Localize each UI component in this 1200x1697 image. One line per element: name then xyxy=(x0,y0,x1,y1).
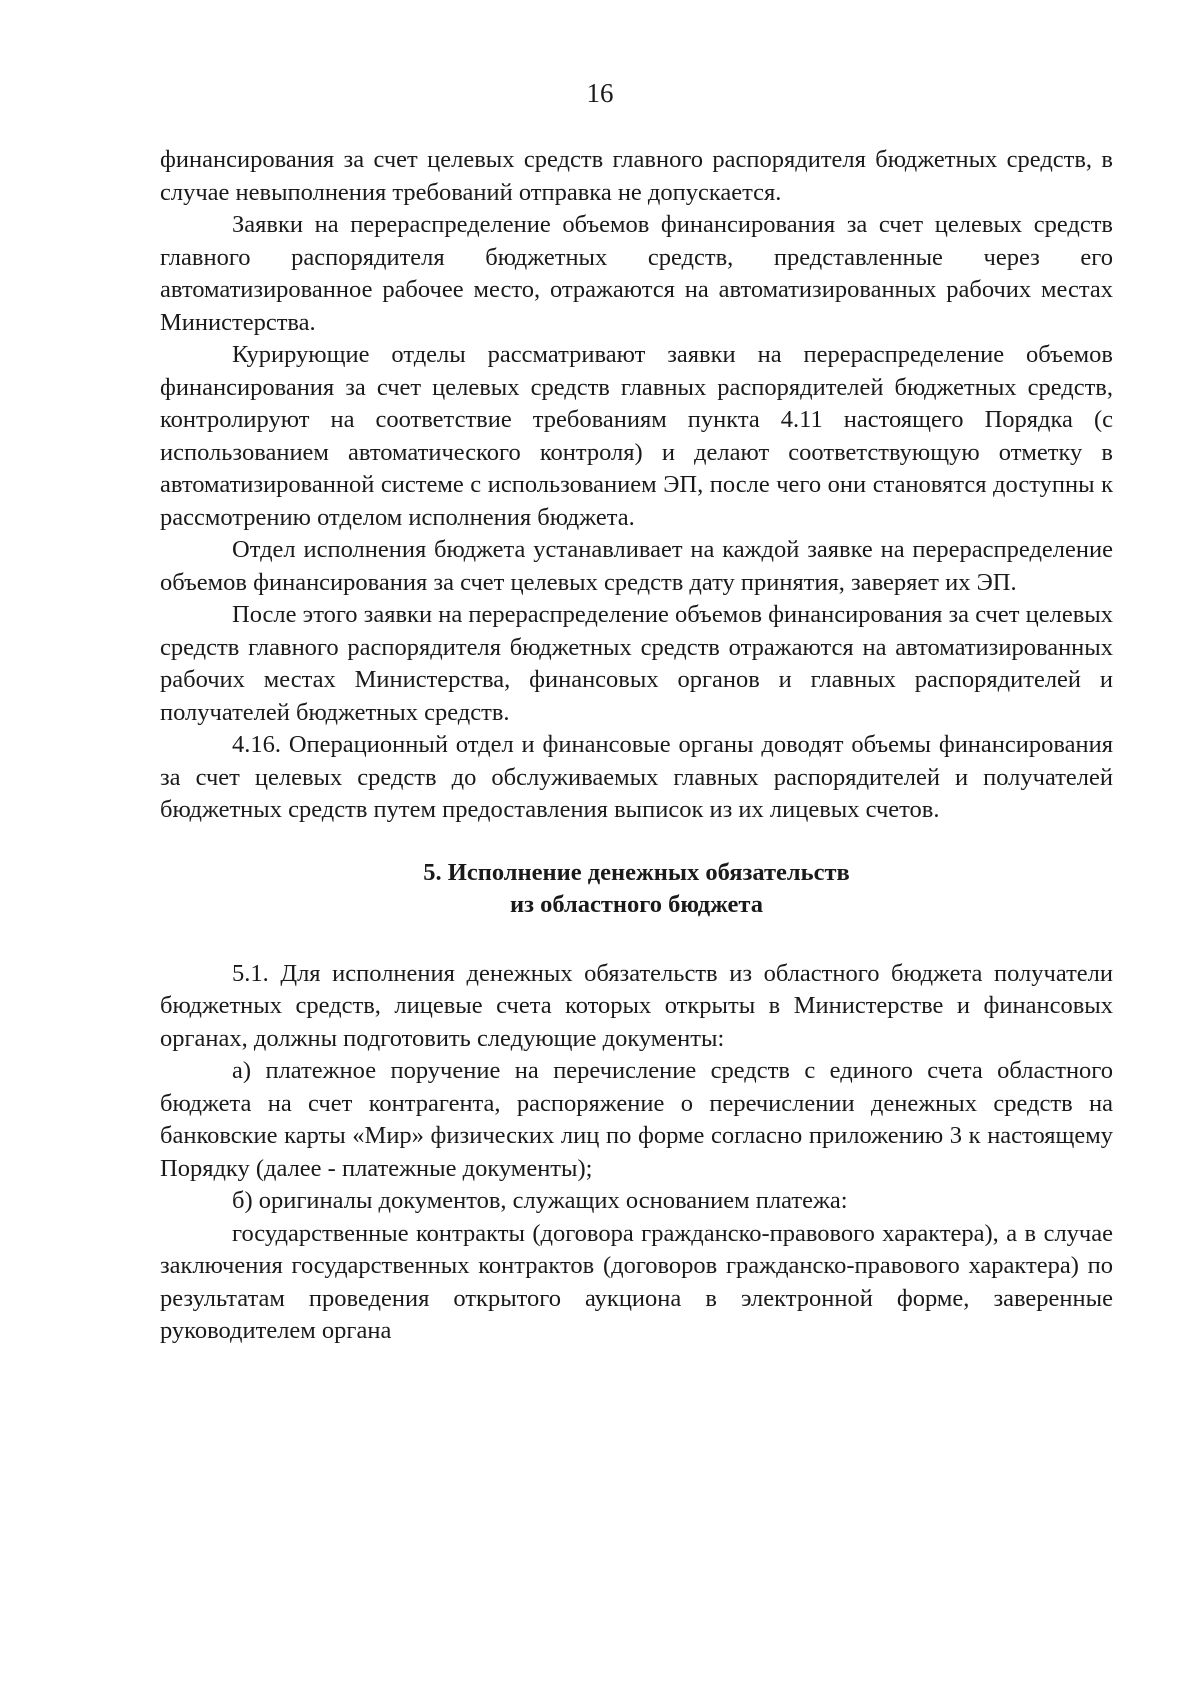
paragraph: а) платежное поручение на перечисление средств с единого счета областного бюджета на счет контрагента, распоряжение о перечислении денежных средств на банковские карты «Мир» физических лиц по форме согласно приложению 3 к настоящему Порядку (далее - платежные документы); xyxy=(160,1057,1113,1182)
paragraphs-after-heading xyxy=(160,958,1113,1348)
section-heading-line-2: из областного бюджета xyxy=(509,891,763,918)
paragraph: После этого заявки на перераспределение объемов финансирования за счет целевых средств главного распорядителя бюджетных средств отражаются на автоматизированных рабочих местах Министерства, финансовых органов и главных распорядителей и получателей бюджетных средств. xyxy=(160,601,1113,726)
paragraph: Курирующие отделы рассматривают заявки на перераспределение объемов финансирования за счет целевых средств главных распорядителей бюджетных средств, контролируют на соответствие требованиям пункта 4.11 настоящего Порядка (с использованием автоматического контроля) и делают соответствующую отметку в автоматизированной системе с использованием ЭП, после чего они становятся доступны к рассмотрению отделом исполнения бюджета. xyxy=(160,341,1113,531)
paragraph: 4.16. Операционный отдел и финансовые органы доводят объемы финансирования за счет целевых средств до обслуживаемых главных распорядителей и получателей бюджетных средств путем предоставления выписок из их лицевых счетов. xyxy=(160,731,1113,823)
paragraph: 5.1. Для исполнения денежных обязательств из областного бюджета получатели бюджетных средств, лицевые счета которых открыты в Министерстве и финансовых органах, должны подготовить следующие документы: xyxy=(160,959,1113,1052)
paragraph: государственные контракты (договора гражданско-правового характера), а в случае заключения государственных контрактов (договоров гражданско-правового характера) по результатам проведения открытого аукциона в электронной форме, заверенные руководителем органа xyxy=(160,1219,1113,1344)
section-heading xyxy=(160,857,1113,922)
document-body xyxy=(160,144,1113,1348)
paragraph: финансирования за счет целевых средств главного распорядителя бюджетных средств, в случае невыполнения требований отправка не допускается. xyxy=(160,146,1113,206)
paragraph: б) оригиналы документов, служащих основанием платежа: xyxy=(232,1187,848,1214)
paragraph: Заявки на перераспределение объемов финансирования за счет целевых средств главного распорядителя бюджетных средств, представленные через его автоматизированное рабочее место, отражаются на автоматизированных рабочих местах Министерства. xyxy=(160,211,1113,336)
paragraphs-before-heading xyxy=(160,144,1113,827)
paragraph: Отдел исполнения бюджета устанавливает на каждой заявке на перераспределение объемов финансирования за счет целевых средств дату принятия, заверяет их ЭП. xyxy=(160,536,1113,596)
page-number: 16 xyxy=(586,78,614,108)
section-heading-line-1: 5. Исполнение денежных обязательств xyxy=(423,858,850,886)
